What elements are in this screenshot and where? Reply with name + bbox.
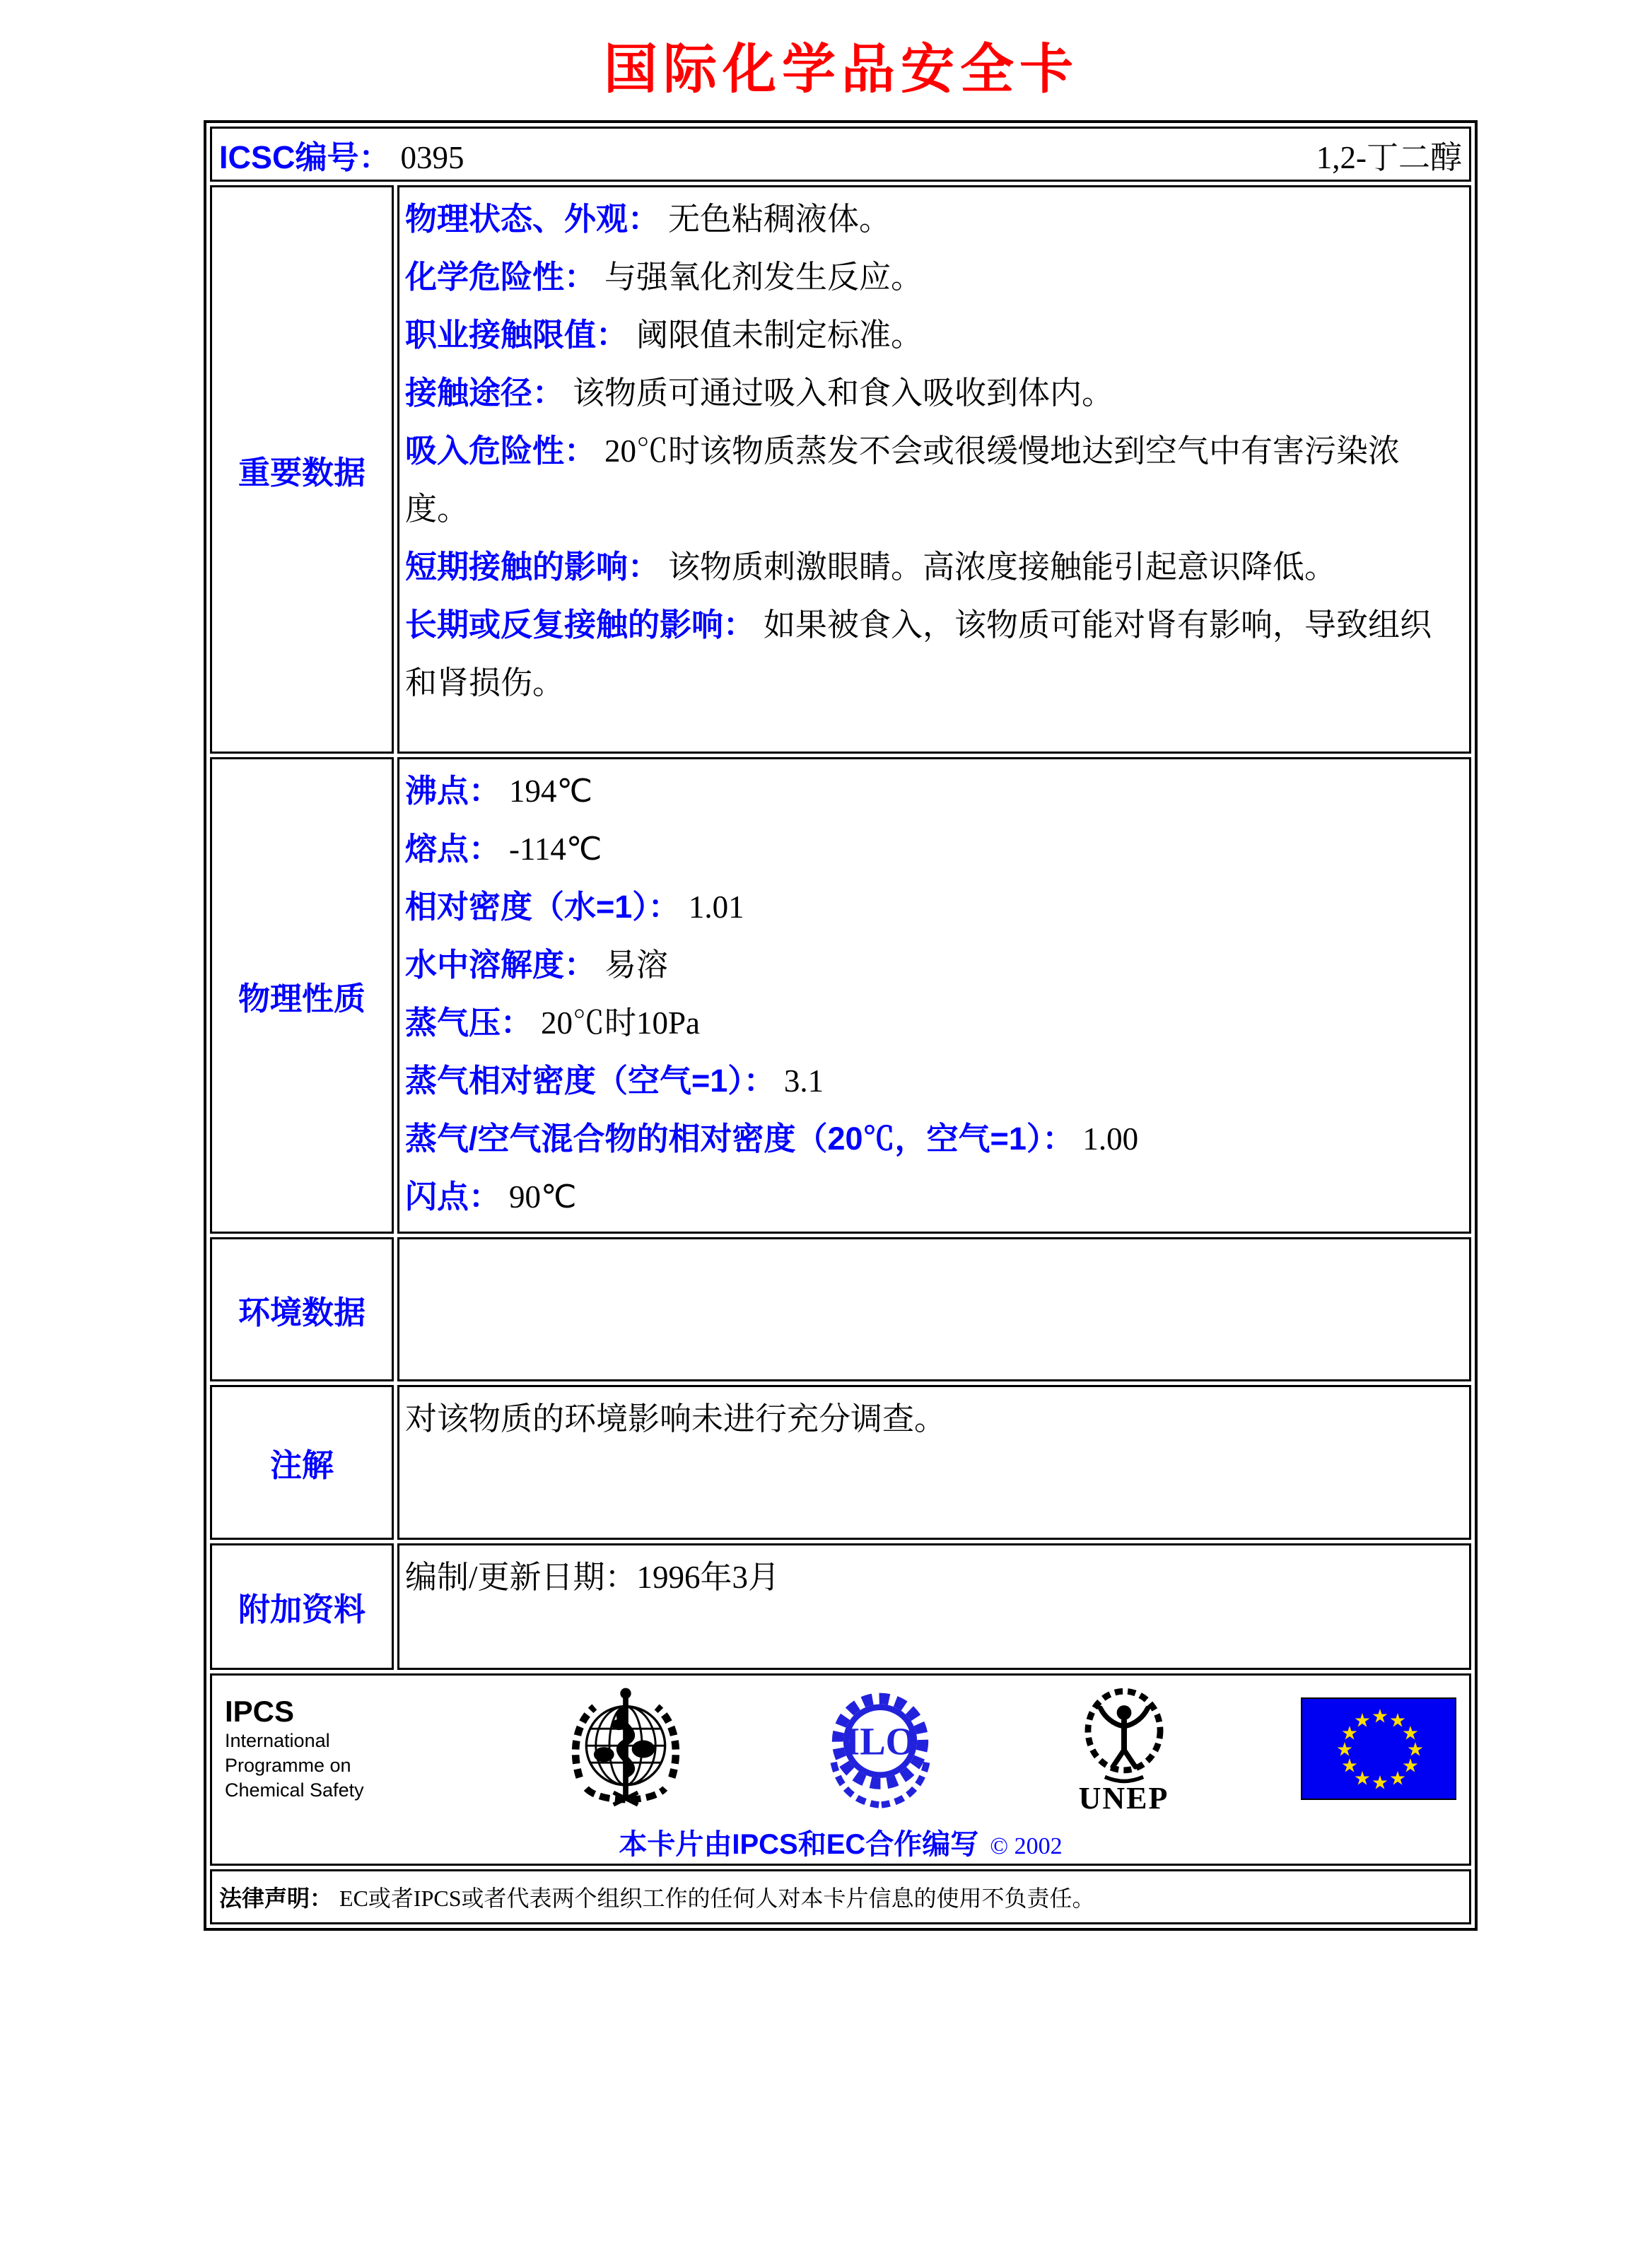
physical-line — [405, 762, 1463, 820]
ipcs-line: Programme on — [225, 1755, 351, 1776]
legal-label: 法律声明： — [219, 1886, 333, 1911]
field-value: 阈限值未制定标准。 — [636, 317, 923, 353]
section-label-environment: 环境数据 — [210, 1237, 394, 1381]
field-value: 1.01 — [688, 889, 744, 925]
field-label: 蒸气压： — [405, 1005, 533, 1041]
unep-logo-icon — [1068, 1683, 1181, 1784]
field-label: 熔点： — [405, 831, 501, 867]
important-line — [405, 306, 1463, 364]
field-label: 沸点： — [405, 773, 501, 809]
legal-text: EC或者IPCS或者代表两个组织工作的任何人对本卡片信息的使用不负责任。 — [339, 1886, 1095, 1911]
page-title: 国际化学品安全卡 — [604, 40, 1079, 100]
physical-properties-content — [397, 757, 1471, 1234]
notes-content: 对该物质的环境影响未进行充分调查。 — [397, 1385, 1471, 1540]
physical-line — [405, 936, 1463, 994]
substance-name: 1,2-丁二醇 — [1316, 139, 1462, 175]
important-line — [405, 364, 1463, 422]
eu-star: ★ — [1335, 1738, 1354, 1760]
section-label-important: 重要数据 — [210, 185, 394, 754]
important-data-row — [210, 185, 1471, 754]
field-label: 水中溶解度： — [405, 947, 597, 983]
eu-star: ★ — [1371, 1772, 1389, 1794]
eu-star: ★ — [1401, 1722, 1420, 1744]
copyright-text: 本卡片由IPCS和EC合作编写 — [619, 1829, 979, 1860]
ilo-letters: ILO — [845, 1719, 916, 1763]
eu-star: ★ — [1340, 1755, 1359, 1777]
field-label: 化学危险性： — [405, 259, 597, 295]
additional-info-row — [210, 1543, 1471, 1670]
field-label: 长期或反复接触的影响： — [405, 607, 756, 643]
field-label: 短期接触的影响： — [405, 549, 660, 585]
physical-line — [405, 1168, 1463, 1226]
icsc-number-value: 0395 — [400, 139, 464, 175]
ipcs-acronym: IPCS — [225, 1695, 295, 1728]
field-value: 1.00 — [1082, 1121, 1139, 1157]
field-value: 194℃ — [509, 773, 593, 809]
legal-row — [210, 1869, 1471, 1924]
field-value: 与强氧化剂发生反应。 — [604, 259, 923, 295]
environment-data-content — [397, 1237, 1471, 1381]
eu-star: ★ — [1388, 1709, 1407, 1731]
physical-line — [405, 878, 1463, 936]
field-value: 易溶 — [604, 947, 669, 983]
field-label: 相对密度（水=1）： — [405, 889, 680, 925]
field-value: -114℃ — [509, 831, 602, 867]
field-value: 20℃时该物质蒸发不会或很缓慢地达到空气中有害污染浓度。 — [405, 433, 1401, 527]
field-value: 该物质可通过吸入和食入吸收到体内。 — [573, 375, 1114, 411]
eu-star: ★ — [1371, 1705, 1389, 1727]
section-label-physical: 物理性质 — [210, 757, 394, 1234]
important-line — [405, 596, 1463, 712]
header-cell — [210, 127, 1471, 182]
field-label: 蒸气相对密度（空气=1）： — [405, 1063, 776, 1099]
field-value: 20℃时10Pa — [541, 1005, 701, 1041]
physical-line — [405, 820, 1463, 878]
field-label: 蒸气/空气混合物的相对密度（20℃，空气=1）： — [405, 1121, 1075, 1157]
notes-row — [210, 1385, 1471, 1540]
field-value: 3.1 — [783, 1063, 824, 1099]
eu-star: ★ — [1340, 1722, 1359, 1744]
physical-properties-row — [210, 757, 1471, 1234]
physical-line — [405, 1052, 1463, 1110]
ipcs-line: Chemical Safety — [225, 1779, 364, 1801]
physical-line — [405, 1110, 1463, 1168]
eu-star: ★ — [1401, 1755, 1420, 1777]
eu-star: ★ — [1353, 1767, 1372, 1789]
field-label: 职业接触限值： — [405, 317, 628, 353]
logos-cell — [210, 1673, 1471, 1866]
ipcs-text-block — [225, 1695, 437, 1803]
field-label: 接触途径： — [405, 375, 565, 411]
field-label: 闪点： — [405, 1179, 501, 1215]
header-row — [210, 127, 1471, 182]
icsc-card-table — [204, 120, 1478, 1931]
ipcs-line: International — [225, 1730, 330, 1751]
unep-logo-block — [1068, 1683, 1181, 1814]
important-line — [405, 248, 1463, 306]
eu-star: ★ — [1353, 1709, 1372, 1731]
ilo-logo-icon — [814, 1681, 947, 1817]
environment-data-row — [210, 1237, 1471, 1381]
unep-label: UNEP — [1078, 1781, 1169, 1816]
eu-star: ★ — [1388, 1767, 1407, 1789]
field-label: 吸入危险性： — [405, 433, 597, 469]
who-logo-icon — [558, 1681, 694, 1817]
physical-line — [405, 994, 1463, 1052]
important-line — [405, 538, 1463, 596]
eu-star: ★ — [1406, 1738, 1425, 1760]
icsc-number-group — [219, 131, 464, 177]
copyright-line — [219, 1822, 1462, 1862]
icsc-number-label: ICSC编号： — [219, 139, 391, 175]
important-line — [405, 190, 1463, 248]
field-value: 90℃ — [509, 1179, 577, 1215]
important-data-content — [397, 185, 1471, 754]
eu-flag-icon — [1301, 1697, 1456, 1800]
logos-row — [210, 1673, 1471, 1866]
field-value: 无色粘稠液体。 — [668, 201, 891, 237]
field-value: 如果被食入，该物质可能对肾有影响，导致组织和肾损伤。 — [405, 607, 1432, 701]
legal-cell — [210, 1869, 1471, 1924]
section-label-notes: 注解 — [210, 1385, 394, 1540]
additional-info-content: 编制/更新日期：1996年3月 — [397, 1543, 1471, 1670]
copyright-year: © 2002 — [990, 1833, 1063, 1859]
section-label-additional: 附加资料 — [210, 1543, 394, 1670]
field-value: 该物质刺激眼睛。高浓度接触能引起意识降低。 — [668, 549, 1337, 585]
field-label: 物理状态、外观： — [405, 201, 660, 237]
important-line — [405, 422, 1463, 538]
